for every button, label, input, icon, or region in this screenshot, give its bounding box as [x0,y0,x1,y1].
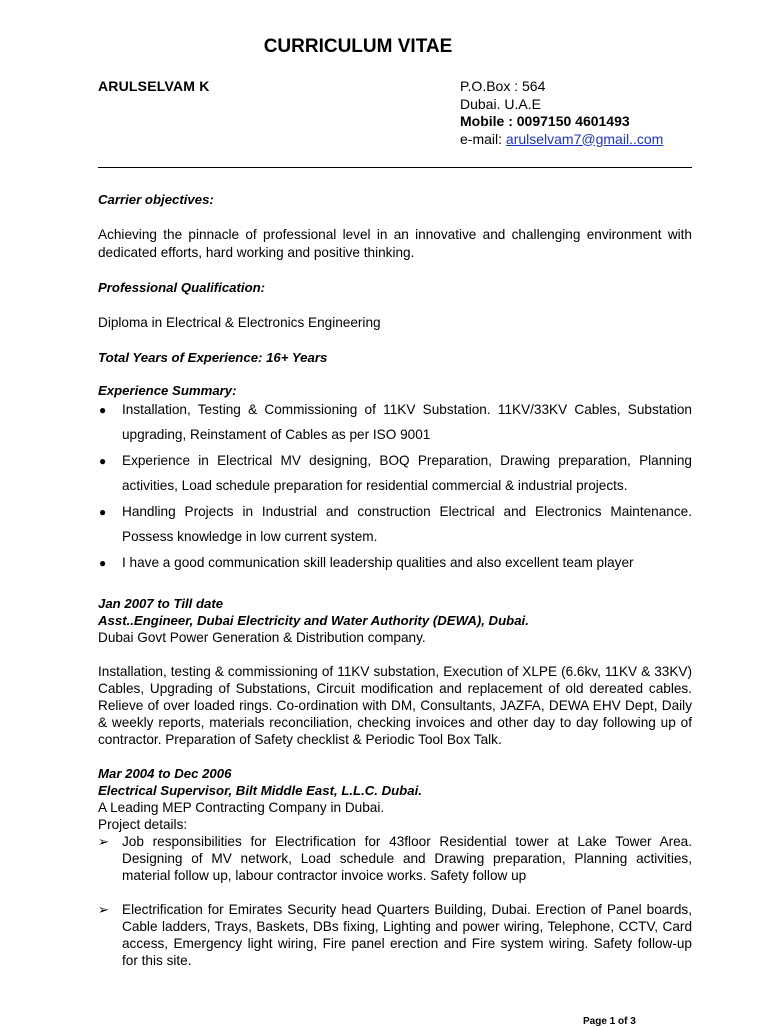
list-item [98,833,692,884]
summary-list [98,398,692,576]
mobile-number: Mobile : 0097150 4601493 [460,113,630,129]
document-title: CURRICULUM VITAE [263,36,453,57]
job2-company: A Leading MEP Contracting Company in Dubai. [98,799,385,815]
job1-period: Jan 2007 to Till date [98,595,224,611]
bullet-icon: ● [99,454,107,468]
bullet-icon: ● [99,403,107,417]
bullet-icon: ● [99,505,107,519]
list-item [98,500,692,549]
email-label: e-mail: [460,130,506,147]
project-list [98,833,692,969]
total-experience: Total Years of Experience: 16+ Years [98,350,328,365]
page-number: Page 1 of 3 [583,1016,636,1027]
city: Dubai. U.A.E [460,95,541,112]
job2-period: Mar 2004 to Dec 2006 [98,765,232,781]
po-box: P.O.Box : 564 [460,78,546,94]
job1-company: Dubai Govt Power Generation & Distribution company. [98,629,426,645]
objectives-heading: Carrier objectives: [98,192,214,207]
email-link[interactable]: arulselvam7@gmail..com [505,130,664,147]
job1-role: Asst..Engineer, Dubai Electricity and Water Authority (DEWA), Dubai. [98,612,529,628]
project-text: Electrification for Emirates Security head Quarters Building, Dubai. Erection of Panel boards, Cable ladders, Trays, Baskets, DBs fixing, Lighting and power wiring, Telephone, CCTV, Card access, Emergency light wiring, Fire panel erection and Fire system wiring. Safety follow-up for this site. [122,901,692,968]
email-line [460,131,663,149]
job1-description: Installation, testing & commissioning of 11KV substation, Execution of XLPE (6.6kv, 11KV & 33KV) Cables, Upgrading of Substations, Circuit modification and replacement of old dereated cables. Relieve of over loaded rings. Co-ordination with DM, Consultants, JAZFA, DEWA EHV Dept, Daily & weekly reports, materials reconciliation, checking invoices and other day to day following up of contractor. Preparation of Safety checklist & Periodic Tool Box Talk. [98,663,692,747]
list-item [98,398,692,447]
arrow-bullet-icon: ➢ [98,833,109,849]
summary-heading: Experience Summary: [98,383,237,398]
summary-item-text: I have a good communication skill leadership qualities and also excellent team player [122,555,634,570]
summary-item-text: Installation, Testing & Commissioning of 11KV Substation. 11KV/33KV Cables, Substation upgrading, Reinstament of Cables as per ISO 9001 [122,402,692,442]
header-divider [98,167,692,168]
contact-block [460,78,663,148]
resume-body [98,192,692,969]
qualification-text: Diploma in Electrical & Electronics Engineering [98,315,381,330]
list-item [98,449,692,498]
summary-item-text: Experience in Electrical MV designing, BOQ Preparation, Drawing preparation, Planning activities, Load schedule preparation for residential commercial & industrial projects. [122,453,692,493]
project-details-label: Project details: [98,816,188,832]
qualification-heading: Professional Qualification: [98,280,266,295]
objectives-text: Achieving the pinnacle of professional level in an innovative and challenging environment with dedicated efforts, hard working and positive thinking. [98,227,692,260]
job2-role: Electrical Supervisor, Bilt Middle East, L.L.C. Dubai. [98,782,422,798]
list-item [98,551,692,576]
project-text: Job responsibilities for Electrification for 43floor Residential tower at Lake Tower Area. Designing of MV network, Load schedule and Drawing preparation, Planning activities, material follow up, labour contractor invoice works. Safety follow up [122,833,692,883]
list-item [98,901,692,969]
candidate-name: ARULSELVAM K [98,78,210,94]
bullet-icon: ● [99,556,107,570]
arrow-bullet-icon: ➢ [98,901,109,917]
summary-item-text: Handling Projects in Industrial and construction Electrical and Electronics Maintenance. Possess knowledge in low current system. [122,504,692,544]
